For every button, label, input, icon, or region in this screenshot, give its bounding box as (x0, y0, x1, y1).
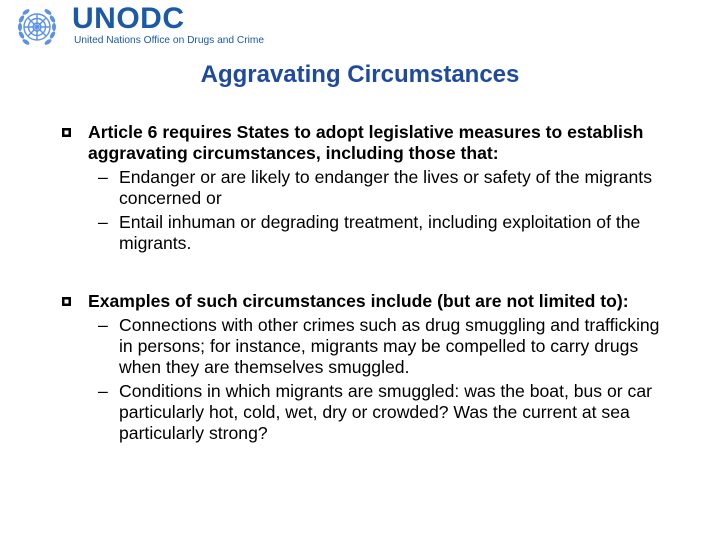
square-bullet-icon (62, 297, 71, 306)
bullet-item (62, 122, 660, 254)
slide-title: Aggravating Circumstances (200, 61, 520, 88)
sub-item-text: Conditions in which migrants are smuggled: was the boat, bus or car particularly hot, cold, wet, dry or crowded? Was the current at sea particularly strong? (119, 381, 652, 443)
dash-marker: – (98, 381, 108, 401)
bullet-text: Article 6 requires States to adopt legislative measures to establish aggravating circumstances, including those that: (88, 122, 644, 163)
bullet-item (62, 291, 660, 444)
sub-item-text: Endanger or are likely to endanger the lives or safety of the migrants concerned or (119, 167, 652, 208)
sub-item (62, 212, 660, 254)
unodc-logo (14, 4, 284, 50)
bullet-text: Examples of such circumstances include (but are not limited to): (88, 291, 629, 311)
sub-item (62, 167, 660, 209)
sub-item-text: Entail inhuman or degrading treatment, including exploitation of the migrants. (119, 212, 641, 253)
square-bullet-icon (62, 128, 71, 137)
sub-item-text: Connections with other crimes such as drug smuggling and trafficking in persons; for instance, migrants may be compelled to carry drugs when they are themselves smuggled. (119, 315, 660, 377)
sub-item (62, 381, 660, 444)
un-emblem-icon (14, 4, 60, 50)
dash-marker: – (98, 167, 108, 187)
sub-item (62, 315, 660, 378)
dash-marker: – (98, 212, 108, 232)
dash-marker: – (98, 315, 108, 335)
logo-tagline: United Nations Office on Drugs and Crime (74, 35, 265, 46)
logo-name: UNODC (72, 2, 185, 35)
